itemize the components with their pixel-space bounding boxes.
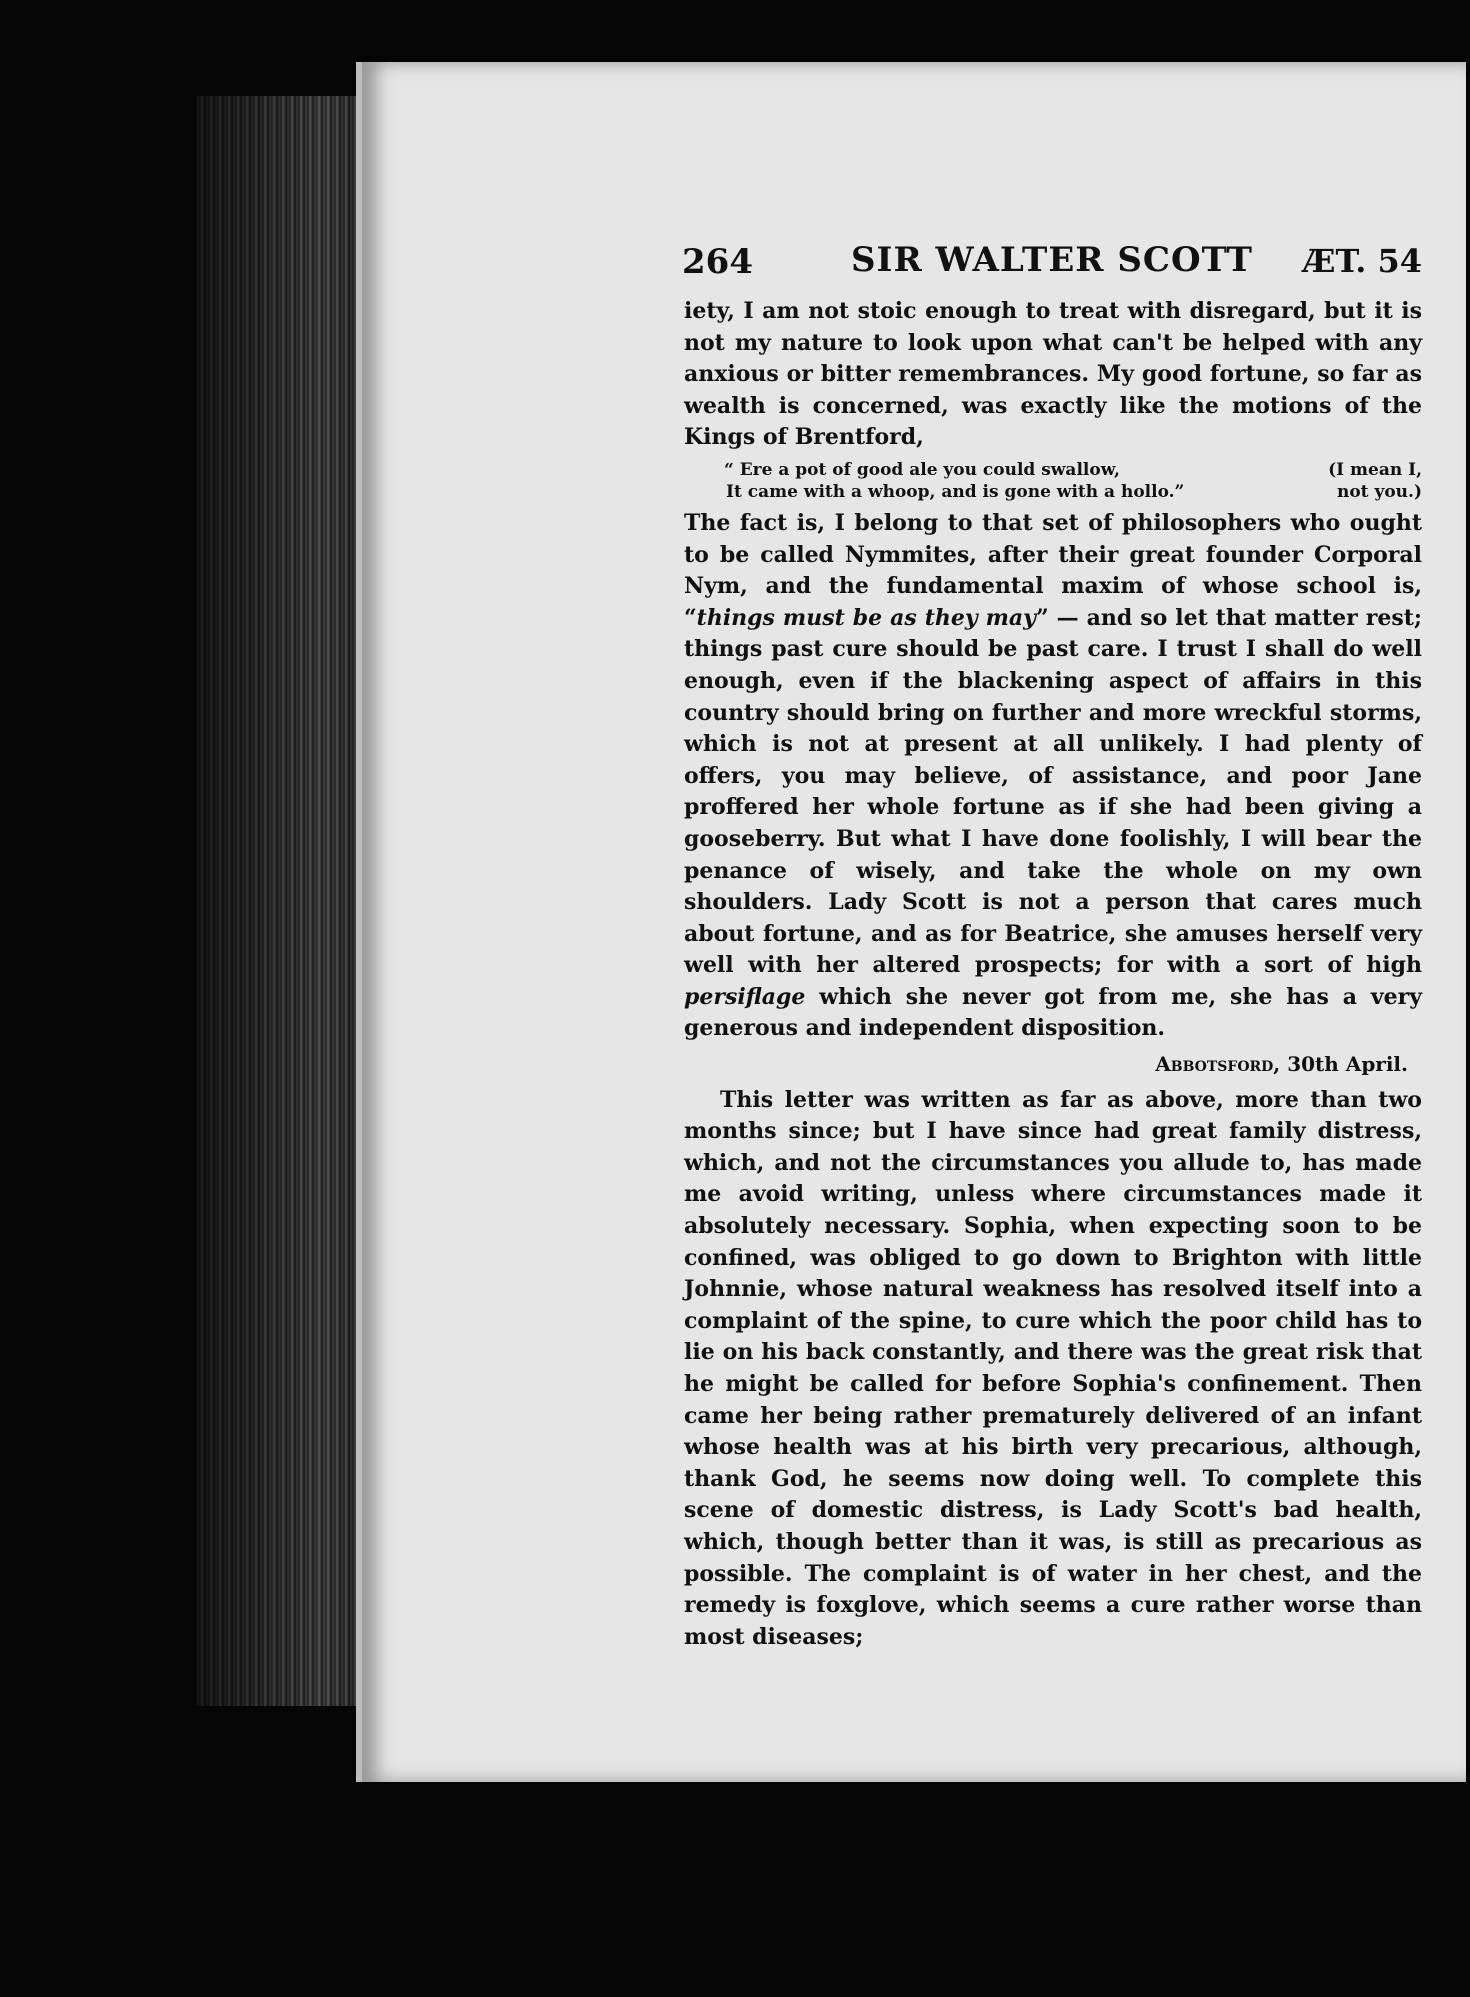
running-title: SIR WALTER SCOTT (850, 240, 1253, 280)
paragraph-2-text-c: which she never got from me, she has a very generous and independent disposition. (684, 983, 1422, 1042)
paragraph-3: This letter was written as far as above, more than two months since; but I have since had great family distress, which, and not the circumstances you allude to, has made me avoid writing, unless where circumstances made it absolutely necessary. Sophia, when expecting soon to be confined, was obliged to go down to Brighton with little Johnnie, whose natural weakness has resolved itself into a complaint of the spine, to cure which the poor child has to lie on his back constantly, and there was the great risk that he might be called for before Sophia's confinement. Then came her being rather prematurely delivered of an infant whose health was at his birth very precarious, although, thank God, he seems now doing well. To complete this scene of domestic distress, is Lady Scott's bad health, which, though better than it was, is still as precarious as possible. The complaint is of water in her chest, and the remedy is foxglove, which seems a cure rather worse than most diseases; (684, 1086, 1422, 1650)
dateline-place: Abbotsford (1155, 1052, 1274, 1077)
age-marker: ÆT. 54 (1302, 242, 1422, 280)
paragraph-2-text-a: The fact is, I belong to that set of philosophers who ought to be called Nymmites, after their great founder Corporal Nym, and the fundamental maxim of whose school is, “ (684, 509, 1422, 631)
page-header (682, 236, 1422, 286)
letter-dateline (684, 1049, 1408, 1081)
paragraph-2-italic-a: things must be as they may (696, 604, 1036, 631)
verse-aside (1302, 459, 1422, 503)
page-number: 264 (682, 242, 753, 282)
page-body (684, 296, 1422, 1653)
verse-quotation (724, 459, 1422, 503)
paragraph-2-text-b: ” — and so let that matter rest; things past cure should be past care. I trust I shall do well enough, even if the blackening aspect of affairs in this country should bring on further and more wreckful storms, which is not at present at all unlikely. I had plenty of offers, you may believe, of assistance, and poor Jane proffered her whole fortune as if she had been giving a gooseberry. But what I have done foolishly, I will bear the penance of wisely, and take the whole on my own shoulders. Lady Scott is not a person that cares much about fortune, and as for Beatrice, she amuses herself very well with her altered prospects; for with a sort of high (684, 604, 1423, 979)
verse-line-1: “ Ere a pot of good ale you could swallow, (724, 459, 1120, 480)
dateline-date: , 30th April. (1273, 1052, 1408, 1077)
verse-aside-line-1: (I mean I, (1328, 459, 1422, 480)
verse-line-2: It came with a whoop, and is gone with a hollo.” (726, 481, 1185, 502)
paragraph-2 (684, 508, 1422, 1045)
paragraph-2-italic-b: persiflage (684, 983, 806, 1010)
verse-aside-line-2: not you.) (1336, 481, 1422, 502)
paragraph-1: iety, I am not stoic enough to treat with disregard, but it is not my nature to look upon what can't be helped with any anxious or bitter remembrances. My good fortune, so far as wealth is concerned, was exactly like the motions of the Kings of Brentford, (684, 298, 1422, 451)
